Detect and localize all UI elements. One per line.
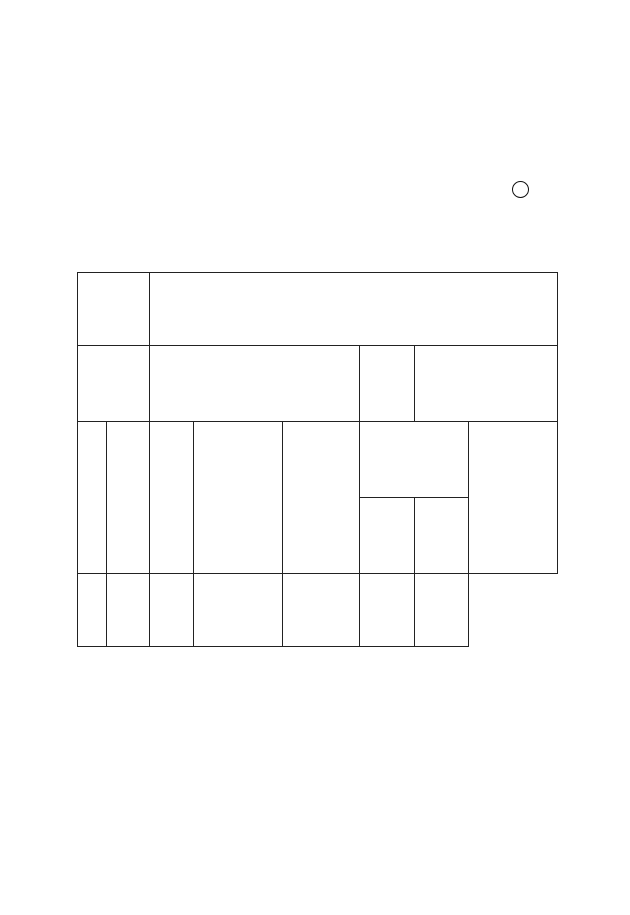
total-birth-cell <box>194 573 283 646</box>
address-value-cell <box>150 273 558 346</box>
address-label-cell <box>78 273 150 346</box>
col-relation <box>150 422 194 574</box>
household-members-label-cell <box>78 422 107 574</box>
col-name <box>194 422 283 574</box>
col-other <box>415 497 469 573</box>
income-report-table <box>77 272 558 647</box>
col-employer <box>469 422 558 574</box>
rent-label <box>360 346 415 422</box>
seal-mark <box>512 181 529 198</box>
addressee <box>112 136 162 147</box>
col-birth <box>283 422 360 574</box>
col-number <box>107 422 150 574</box>
total-salary-cell <box>283 573 360 646</box>
move-in-label <box>78 346 150 422</box>
total-label <box>78 573 107 646</box>
total-relation-cell <box>107 573 150 646</box>
total-persons <box>150 573 194 646</box>
move-in-date-cell <box>150 346 360 422</box>
total-employer-cell <box>415 573 469 646</box>
col-income <box>360 422 469 498</box>
total-other-cell <box>360 573 415 646</box>
rent-unit <box>415 346 558 422</box>
report-date <box>443 111 497 122</box>
col-salary <box>360 497 415 573</box>
